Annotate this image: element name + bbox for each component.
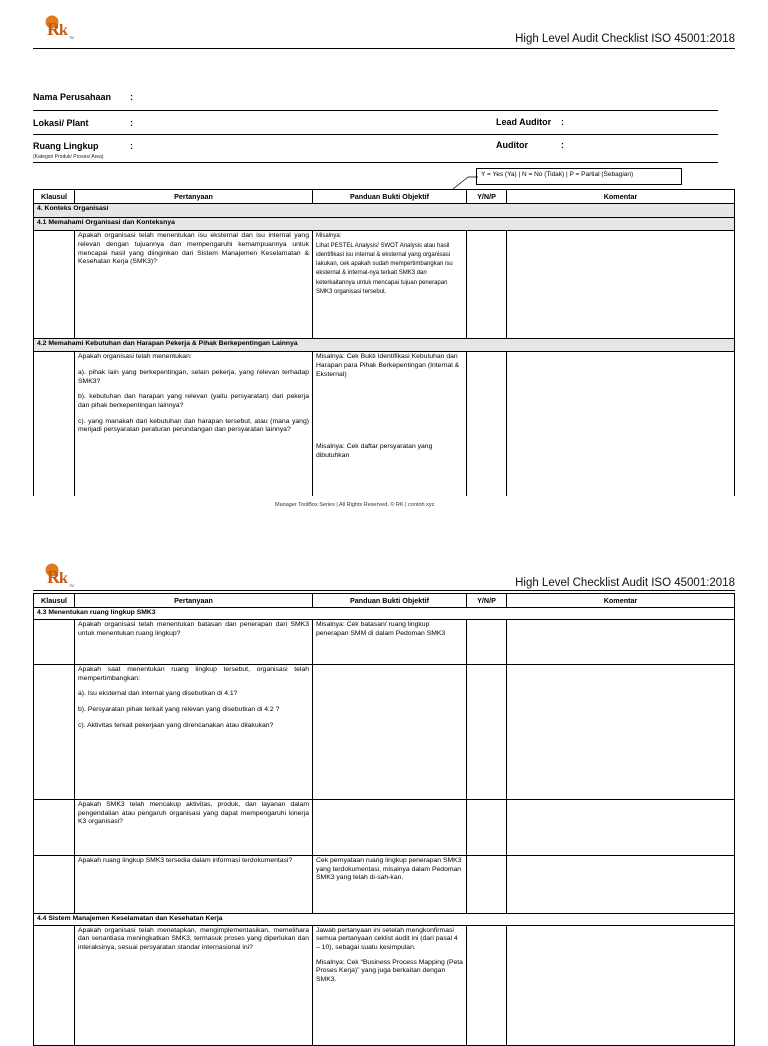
ynp-cell[interactable] [467,664,507,799]
section-title: 4.4 Sistem Manajemen Keselamatan dan Kesehatan Kerja [34,913,735,925]
ynp-cell[interactable] [467,855,507,913]
table-row [34,664,735,799]
scope-label: Ruang Lingkup [33,141,99,151]
company-name-label: Nama Perusahaan [33,92,112,102]
ynp-cell[interactable] [467,799,507,855]
legend-pointer-icon [450,176,480,190]
comment-cell[interactable] [507,664,735,799]
guide-cell [313,799,467,855]
comment-cell[interactable] [507,855,735,913]
question-cell: Apakah organisasi telah menentukan batasan dan penerapan dari SMK3 untuk menentukan ruang lingkup? [75,619,313,664]
answer-legend: Y = Yes (Ya) | N = No (Tidak) | P = Partial (Sebagian) [476,168,682,185]
page-header-title: High Level Checklist Audit ISO 45001:2018 [515,577,735,589]
section-title: 4.3 Menentukan ruang lingkup SMK3 [34,608,735,620]
question-item-a: a). Isu eksternal dan internal yang disebutkan di 4.1? [78,690,238,698]
guide-cell [313,352,467,496]
rk-logo-icon [43,14,77,40]
guide-cell: Cek pernyataan ruang lingkup penerapan SMK3 yang terdokumentasi, misalnya dalam Pedoman SMK3 yang telah di-sah-kan. [313,855,467,913]
guide-cell [313,231,467,339]
section-title: 4. Konteks Organisasi [34,204,735,218]
col-pertanyaan: Pertanyaan [75,190,313,204]
colon: : [561,140,564,150]
section-row [34,913,735,925]
section-title: 4.2 Memahami Kebutuhan dan Harapan Pekerja & Pihak Berkepentingan Lainnya [34,339,735,352]
klausul-cell [34,799,75,855]
svg-text:R: R [47,567,60,587]
col-klausul: Klausul [34,594,75,608]
guide-text-c: Misalnya: Cek daftar persyaratan yang dibutuhkan [316,443,433,459]
comment-cell[interactable] [507,231,735,339]
klausul-cell [34,231,75,339]
guide-text-a: Misalnya: Cek Bukti Identifikasi Kebutuhan dan Harapan para Pihak Berkepentingan (Internal & Eksternal) [316,353,460,378]
guide-title: Misalnya: [316,233,342,240]
table-row [34,231,735,339]
question-item-c: c). Aktivitas terkait pekerjaan yang direncanakan atau dilakukan? [78,721,274,729]
comment-cell[interactable] [507,352,735,496]
section-row [34,204,735,218]
svg-text:TM: TM [69,36,75,40]
colon: : [130,118,133,128]
question-item-b: b). kebutuhan dan harapan yang relevan (yaitu persyaratan) dari pekerja dan pihak berkepentingan lainnya? [78,393,309,409]
scope-sublabel: (Kategori Produk/ Proses/ Area) [33,154,104,160]
table-row [34,619,735,664]
question-intro: Apakah organisasi telah menentukan: [78,353,192,361]
guide-text-b: Misalnya: Cek “Business Process Mapping (Peta Proses Kerja)” yang juga berkaitan dengan SMK3. [316,958,463,984]
audit-table-page2 [33,593,735,1046]
rk-logo-icon [43,562,77,588]
ynp-cell[interactable] [467,619,507,664]
ynp-cell[interactable] [467,352,507,496]
svg-text:k: k [59,570,68,587]
col-ynp: Y/N/P [467,190,507,204]
svg-text:k: k [59,22,68,39]
ynp-cell[interactable] [467,925,507,1045]
company-logo [43,14,77,45]
colon: : [130,92,133,102]
auditor-label: Auditor [496,140,528,150]
guide-text-a: Jawab pertanyaan ini setelah mengkonfirmasi semua pertanyaan ceklist audit ini (dari pasal 4 – 10), sebagai suatu kesimpulan. [316,926,458,951]
question-cell: Apakah organisasi telah menetapkan, mengimplementasikan, memelihara dan senantiasa meningkatkan SMK3, termasuk proses yang diperlukan dan interaksinya, sesuai persyaratan standar internasional ini? [75,925,313,1045]
guide-cell: Misalnya: Cek batasan/ ruang lingkup penerapan SMM di dalam Pedoman SMK3 [313,619,467,664]
col-komentar: Komentar [507,190,735,204]
comment-cell[interactable] [507,799,735,855]
question-item-b: b). Persyaratan pihak terkait yang relevan yang disebutkan di 4.2 ? [78,705,280,713]
guide-text: Lihat PESTEL Analysis/ SWOT Analysis atau hasil identifikasi isu internal & eksternal yang organisasi lakukan, cek apakah sudah mempertimbangkan isu eksternal & internal-nya terkait SMK3 dan keterkaitannya untuk mencapai tujuan penerapan SMK3 organisasi tersebut. [316,242,453,295]
section-row [34,339,735,352]
klausul-cell [34,855,75,913]
company-logo [43,562,77,593]
ynp-cell[interactable] [467,231,507,339]
question-cell: Apakah organisasi telah menentukan isu eksternal dan isu internal yang relevan dengan tujuannya dan mempengaruhi kemampuannya untuk mencapai hasil yang diinginkan dari Sistem Manajemen Keselamatan & Kesehatan Kerja (SMK3)? [75,231,313,339]
klausul-cell [34,352,75,496]
table-row [34,855,735,913]
table-header-row [34,190,735,204]
comment-cell[interactable] [507,619,735,664]
svg-text:TM: TM [69,584,75,588]
table-row [34,352,735,496]
col-panduan: Panduan Bukti Objektif [313,594,467,608]
question-cell [75,352,313,496]
question-item-a: a). pihak lain yang berkepentingan, selain pekerja, yang relevan terhadap SMK3? [78,368,309,385]
col-ynp: Y/N/P [467,594,507,608]
table-row [34,799,735,855]
guide-cell [313,664,467,799]
section-row [34,608,735,620]
comment-cell[interactable] [507,925,735,1045]
table-row [34,925,735,1045]
svg-text:R: R [47,19,60,39]
klausul-cell [34,664,75,799]
col-klausul: Klausul [34,190,75,204]
location-label: Lokasi/ Plant [33,118,89,128]
question-cell: Apakah SMK3 telah mencakup aktivitas, produk, dan layanan dalam pengendalian atau pengaruh organisasi yang dapat mempengaruhi kinerja K3 organisasi? [75,799,313,855]
question-intro: Apakah saat menentukan ruang lingkup tersebut, organisasi telah mempertimbangkan: [78,665,309,682]
section-row [34,218,735,231]
guide-cell [313,925,467,1045]
question-cell [75,664,313,799]
lead-auditor-label: Lead Auditor [496,117,552,127]
klausul-cell [34,619,75,664]
audit-table-page1 [33,189,735,496]
table-header-row [34,594,735,608]
colon: : [130,141,133,151]
page-header-title: High Level Audit Checklist ISO 45001:2018 [515,33,735,45]
col-komentar: Komentar [507,594,735,608]
question-cell: Apakah ruang lingkup SMK3 tersedia dalam informasi terdokumentasi? [75,855,313,913]
klausul-cell [34,925,75,1045]
col-panduan: Panduan Bukti Objektif [313,190,467,204]
page-footer: Manager ToolBox Series | All Rights Reserved, © RK | contoh.xyz [275,502,435,508]
col-pertanyaan: Pertanyaan [75,594,313,608]
question-item-c: c). yang manakah dari kebutuhan dan harapan tersebut, atau (mana yang) menjadi persyaratan peraturan perundangan dan persyaratan lainnya? [78,417,309,434]
colon: : [561,117,564,127]
section-title: 4.1 Memahami Organisasi dan Konteksnya [34,218,735,231]
